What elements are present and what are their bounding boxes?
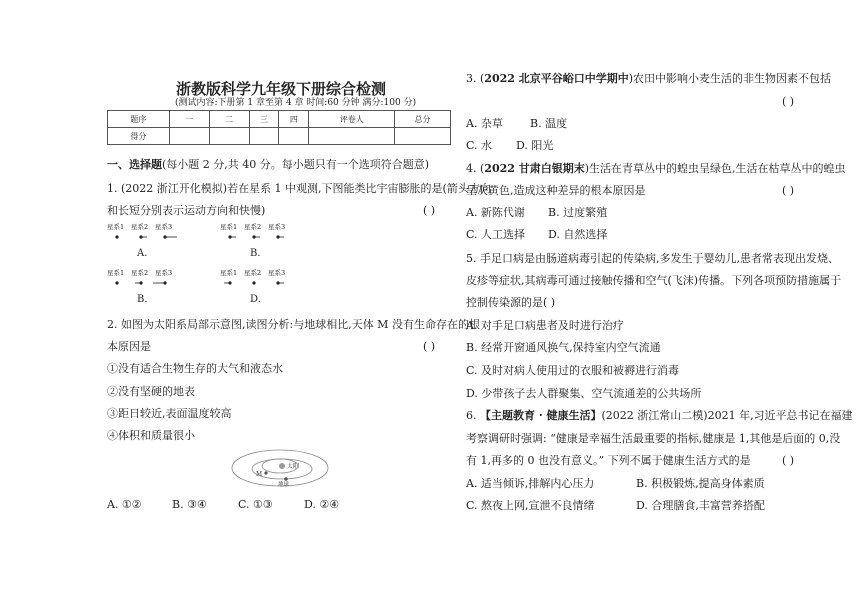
q2-line1: 2. 如图为太阳系局部示意图,读图分析:与地球相比,天体 M 没有生命存在的根 (107, 318, 480, 331)
q2-item: ④体积和质量很小 (107, 429, 195, 442)
q3-text: )农田中影响小麦生活的非生物因素不包括 (628, 72, 832, 85)
galaxy-dots (107, 278, 187, 288)
q2-option: D. ②④ (304, 498, 340, 511)
q4-line1 (466, 162, 846, 176)
q1-option-label: B. (137, 294, 148, 305)
table-cell (249, 128, 279, 145)
table-cell (169, 128, 209, 145)
section-heading-desc: (每小题 2 分,共 40 分。每小题只有一个选项符合题意) (162, 158, 430, 171)
galaxy-label: 星系2 (131, 223, 149, 231)
q1-option-label: A. (137, 248, 148, 259)
galaxy-label: 星系1 (107, 223, 125, 231)
q6-option: C. 熬夜上网,宣泄不良情绪 (466, 499, 595, 512)
m-label: M (256, 471, 263, 478)
q3-line1 (466, 72, 831, 86)
q4-option: A. 新陈代谢 (466, 206, 525, 219)
table-cell: 得分 (108, 128, 170, 145)
q6-tag: 【主题教育 · 健康生活】 (480, 409, 602, 422)
q4-answer-paren: ( ) (782, 184, 795, 197)
q5-option: C. 及时对病人使用过的衣服和被褥进行消毒 (466, 364, 680, 377)
table-cell: 四 (279, 111, 309, 128)
q5-line1: 5. 手足口病是由肠道病毒引起的传染病,多发生于婴幼儿,患者常表现出发烧、 (466, 252, 839, 265)
q4-option: B. 过度繁殖 (548, 206, 608, 219)
section-heading-label: 一、选择题 (107, 158, 162, 171)
galaxy-dot (115, 235, 118, 238)
earth-label: 地球 (278, 482, 290, 488)
galaxy-dots (107, 232, 187, 242)
galaxy-label: 星系3 (155, 223, 173, 231)
galaxy-label: 星系2 (244, 223, 262, 231)
q4-source: 2022 甘肃白银期末 (484, 162, 585, 175)
q5-line3: 控制传染源的是( ) (466, 296, 556, 309)
q3-option: A. 杂草 (466, 117, 503, 130)
table-cell: 二 (209, 111, 249, 128)
table-cell: 评卷人 (309, 111, 395, 128)
galaxy-dots (220, 278, 300, 288)
q2-option: B. ③④ (172, 498, 207, 511)
table-row (108, 111, 451, 128)
q4-prefix: 4. ( (466, 162, 485, 175)
q6-line1 (466, 409, 853, 423)
q4-line2: 呈灰黄色,造成这种差异的根本原因是 (466, 184, 646, 197)
q4-option: D. 自然选择 (548, 228, 608, 241)
galaxy-label: 星系1 (220, 269, 238, 277)
galaxy-label: 星系3 (155, 269, 173, 277)
q1-line2: 和长短分别表示运动方向和快慢) (107, 204, 266, 217)
q4-option: C. 人工选择 (466, 228, 526, 241)
q4-text: )生活在青草丛中的蝗虫呈绿色,生活在枯草丛中的蝗虫 (584, 162, 846, 175)
galaxy-dot (115, 281, 118, 284)
earth-icon (284, 477, 288, 481)
table-cell: 三 (249, 111, 279, 128)
q5-line2: 皮疹等症状,其病毒可通过接触传播和空气(飞沫)传播。下列各项预防措施属于 (466, 274, 842, 287)
q2-option: A. ①② (107, 498, 142, 511)
galaxy-label: 星系1 (220, 223, 238, 231)
sun-icon (279, 463, 285, 469)
q6-line2: 考察调研时强调: “健康是幸福生活最重要的指标,健康是 1,其他是后面的 0,没 (466, 432, 841, 445)
q6-option: A. 适当倾诉,排解内心压力 (466, 477, 595, 490)
q2-item: ②没有坚硬的地表 (107, 385, 195, 398)
sun-label: 太阳 (287, 463, 300, 470)
table-row (108, 128, 451, 145)
section-heading (107, 158, 429, 172)
q1-option-label: B. (250, 248, 261, 259)
q3-source: 2022 北京平谷峪口中学期中 (484, 72, 629, 85)
m-planet-icon (264, 471, 267, 474)
q1-option-label: D. (250, 294, 261, 305)
table-cell (309, 128, 395, 145)
q2-line2: 本原因是 (107, 340, 151, 353)
q6-text: (2022 浙江常山二模)2021 年,习近平总书记在福建 (601, 409, 853, 422)
q3-option: B. 温度 (530, 117, 568, 130)
q6-number: 6. (466, 409, 480, 422)
solar-system-diagram (230, 448, 340, 490)
table-cell: 题序 (108, 111, 170, 128)
q3-answer-paren: ( ) (782, 95, 795, 108)
q2-answer-paren: ( ) (423, 340, 436, 353)
q3-option: C. 水 (466, 139, 493, 152)
table-cell (209, 128, 249, 145)
q2-item: ①没有适合生物生存的大气和液态水 (107, 362, 283, 375)
table-cell (279, 128, 309, 145)
galaxy-label: 星系3 (268, 269, 286, 277)
galaxy-dot (252, 281, 255, 284)
galaxy-label: 星系2 (131, 269, 149, 277)
q5-option: A. 对手足口病患者及时进行治疗 (466, 319, 624, 332)
q1-answer-paren: ( ) (423, 204, 436, 217)
q2-option: C. ①③ (238, 498, 273, 511)
q1-line1: 1. (2022 浙江开化模拟)若在星系 1 中观测,下图能类比宇宙膨胀的是(箭头方向 (107, 182, 491, 195)
galaxy-label: 星系2 (244, 269, 262, 277)
page-subtitle: (测试内容:下册第 1 章至第 4 章 时间:60 分钟 满分:100 分) (175, 98, 417, 108)
galaxy-label: 星系1 (107, 269, 125, 277)
q2-item: ③距日较近,表面温度较高 (107, 407, 232, 420)
q6-option: B. 积极锻炼,提高身体素质 (636, 477, 765, 490)
q5-option: B. 经常开窗通风换气,保持室内空气流通 (466, 341, 661, 354)
page-title: 浙教版科学九年级下册综合检测 (176, 80, 387, 98)
q6-answer-paren: ( ) (782, 454, 795, 467)
galaxy-label: 星系3 (268, 223, 286, 231)
q3-prefix: 3. ( (466, 72, 485, 85)
q6-line3: 有 1,再多的 0 也没有意义。” 下列不属于健康生活方式的是 (466, 454, 751, 467)
galaxy-dots (220, 232, 300, 242)
table-cell: 总分 (395, 111, 451, 128)
q5-option: D. 少带孩子去人群聚集、空气流通差的公共场所 (466, 387, 702, 400)
table-cell: 一 (169, 111, 209, 128)
table-cell (395, 128, 451, 145)
score-table (107, 110, 451, 145)
q6-option: D. 合理膳食,丰富营养搭配 (636, 499, 765, 512)
q3-option: D. 阳光 (516, 139, 554, 152)
